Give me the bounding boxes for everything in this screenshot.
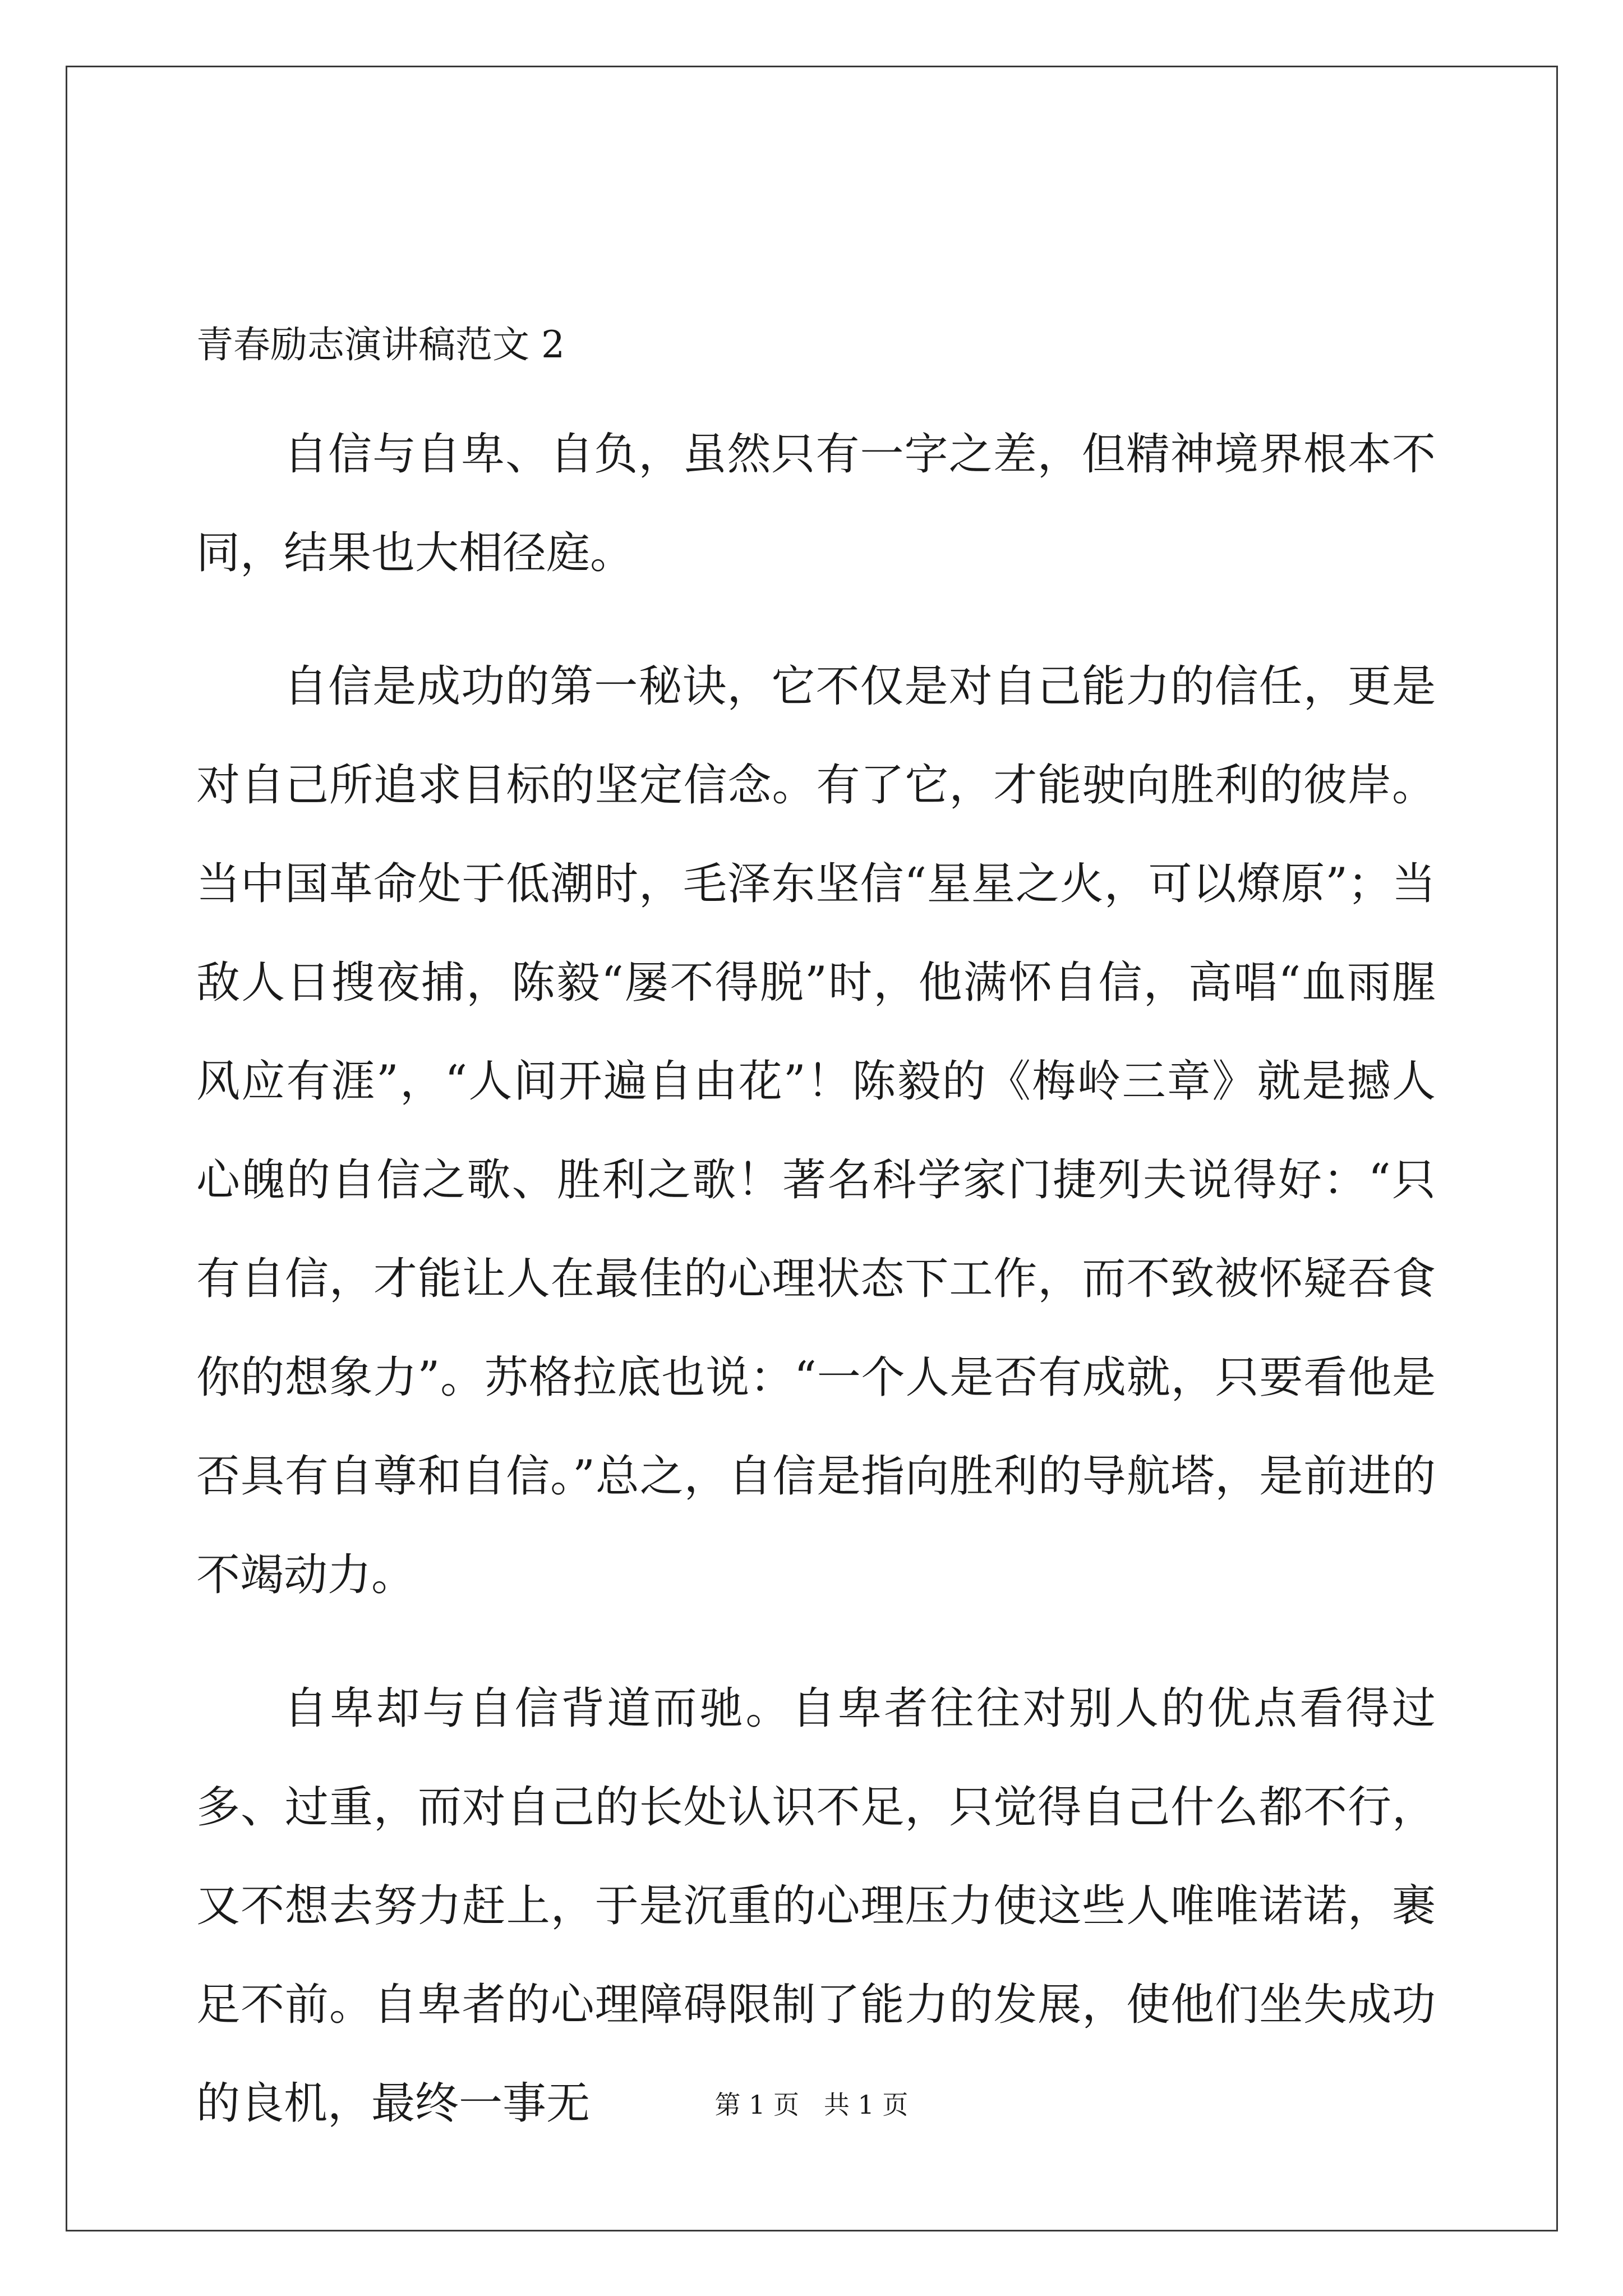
paragraph-1: 自信与自卑、自负，虽然只有一字之差，但精神境界根本不同，结果也大相径庭。 [196,429,1436,578]
paragraph-2: 自信是成功的第一秘诀，它不仅是对自己能力的信任，更是对自己所追求目标的坚定信念。有了它，才能驶向胜利的彼岸。当中国革命处于低潮时，毛泽东坚信“星星之火，可以燎原”；当敌人日搜夜捕，陈毅“屡不得脱”时，他满怀自信，高唱“血雨腥风应有涯”，“人间开遍自由花”！陈毅的《梅岭三章》就是撼人心魄的自信之歌、胜利之歌！著名科学家门捷列夫说得好：“只有自信，才能让人在最佳的心理状态下工作，而不致被怀疑吞食你的想象力”。苏格拉底也说：“一个人是否有成就，只要看他是否具有自尊和自信。”总之，自信是指向胜利的导航塔，是前进的不竭动力。 [196,661,1436,1600]
document-title: 青春励志演讲稿范文 2 [196,323,565,366]
document-body [196,314,1436,2188]
paragraph-3: 自卑却与自信背道而驰。自卑者往往对别人的优点看得过多、过重，而对自己的长处认识不足，只觉得自己什么都不行，又不想去努力赶上，于是沉重的心理压力使这些人唯唯诺诺，裹足不前。自卑者的心理障碍限制了能力的发展，使他们坐失成功的良机，最终一事无 [196,1683,1436,2129]
page-number-footer: 第 1 页 共 1 页 [714,2090,909,2120]
